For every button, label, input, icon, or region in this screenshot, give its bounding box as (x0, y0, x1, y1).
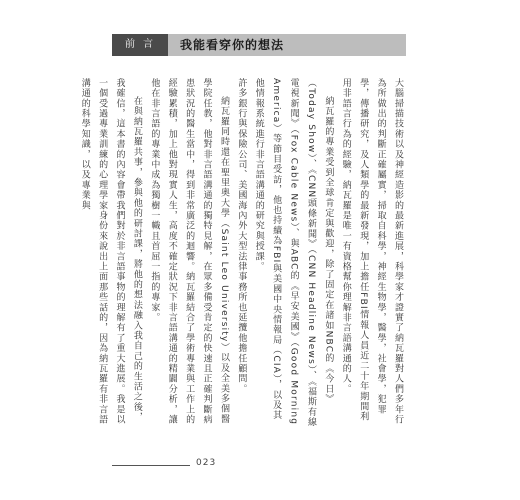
chapter-title: 我能看穿你的想法 (180, 38, 285, 52)
paragraph-2: 納瓦羅的專業受到全球肯定與歡迎，除了固定在諸如NBC的《今日》（Today Show）、《CNN頭條新聞》（CNN Headline News）、《福斯有線電視新聞》（Fox Cable News）、與ABC的《早安美國》（Good Morning America）等節目受訪，他也持續為FBI與美國中央情報局（CIA），以及其他情報系統進行非言語溝通的研究與授課。 (253, 78, 334, 428)
paragraph-3: 許多銀行與保險公司、美國海內外大型法律事務所也延攬他擔任顧問。 (236, 78, 247, 395)
body-text (79, 78, 406, 428)
page-number: 023 (196, 458, 217, 468)
chapter-tag: 前言 (112, 34, 168, 56)
paragraph-1: 大腦掃描技術以及神經造影的最新進展，科學家才證實了納瓦羅對人們多年行為所做出的判斷正確屬實，掃取自科學，神經生物學，醫學，社會學，犯罪學，傳播研究，及人類學的最新發現，加上擔任FBI情報人員近二十年期間利用非語言行為的經驗，納瓦羅是唯一有資格幫你理解非言語溝通的人。 (340, 78, 403, 425)
footer-rule (112, 465, 190, 466)
paragraph-5: 在與納瓦羅共事，參與他的研討課，將他的想法融入我自己的生活之後，我確信，這本書的內容會帶我們對於非言語事物的理解有了重大進展。我是以一個受過專業訓練的心理學家身份來說出上面那些話的，因為納瓦羅有非言語溝通的科學知識，以及專業與 (79, 78, 142, 425)
paragraph-4: 納瓦羅同時還在聖里奧大學（Saint Leo University）以及全美多個醫學院任教，他對非言語溝通的獨特見解，在眾多備受肯定的快速且正確判斷病患狀況的醫生當中，得到非常廣泛的迴響。納瓦羅結合了學術專業與工作上的經驗累積，加上他對現實人生，高度不確定狀況下非言語溝通的精闢分析，讓他在非言語的專業中成為獨樹一幟且首屈一指的專家。 (149, 78, 229, 425)
